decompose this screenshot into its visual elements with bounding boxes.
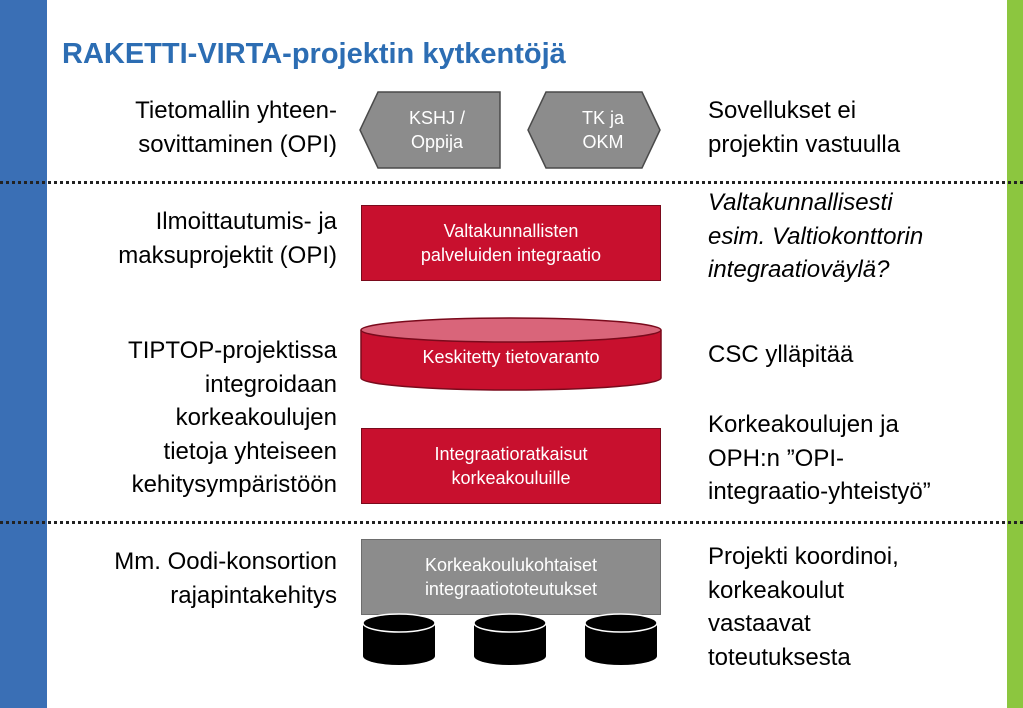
slide-title: RAKETTI-VIRTA-projektin kytkentöjä [62, 38, 566, 70]
left-accent-bar [0, 0, 47, 708]
right-accent-bar [1007, 0, 1023, 708]
row2-left-text [118, 205, 337, 272]
row2-right-line: Valtakunnallisesti [708, 189, 893, 216]
row4-right-line: vastaavat [708, 610, 811, 638]
database-icon [363, 614, 435, 665]
box-line: Valtakunnallisten [443, 220, 579, 241]
box-line: palveluiden integraatio [420, 245, 602, 265]
institution-specific-implementations-box [361, 539, 661, 615]
box-line: integraatiototeutukset [424, 579, 598, 599]
integration-solutions-box [361, 428, 661, 504]
row1-left-line: Tietomallin yhteen- [135, 97, 337, 124]
row3-left-line: TIPTOP-projektissa [128, 337, 337, 364]
row4-left-line: Mm. Oodi-konsortion [114, 548, 337, 575]
kshj-label-line: Oppija [410, 132, 463, 152]
row2-left-line: maksuprojektit (OPI) [118, 241, 337, 269]
database-icon [585, 614, 657, 665]
row2-right-line: esim. Valtiokonttorin [708, 222, 924, 250]
tk-label-line: TK ja [581, 107, 624, 128]
kshj-label-line: KSHJ / [408, 107, 465, 128]
row3-right-line: integraatio-yhteistyö” [708, 478, 931, 506]
box-line: korkeakouluille [451, 468, 571, 488]
row4-right-line: korkeakoulut [708, 576, 845, 604]
row3-left-text [128, 334, 337, 502]
row3-right-line: OPH:n ”OPI- [708, 444, 845, 472]
database-icon [474, 614, 546, 665]
database-cylinders [361, 614, 661, 666]
row3-right-bottom-text [708, 408, 931, 509]
row1-right-text [708, 94, 900, 161]
row3-left-line: integroidaan [204, 370, 337, 398]
row4-left-line: rajapintakehitys [170, 581, 337, 609]
tk-label-line: OKM [582, 132, 624, 152]
row4-left-text [114, 545, 337, 612]
row2-right-text [708, 186, 923, 287]
row1-left-line: sovittaminen (OPI) [138, 130, 337, 158]
row3-right-top-text: CSC ylläpitää [708, 341, 854, 368]
row4-right-line: toteutuksesta [708, 643, 851, 671]
row4-right-text [708, 540, 899, 674]
row3-left-line: tietoja yhteiseen [163, 437, 337, 465]
box-line: Korkeakoulukohtaiset [424, 554, 598, 575]
row1-right-line: Sovellukset ei [708, 97, 857, 124]
separator-line-2 [0, 521, 1023, 524]
row3-right-line: Korkeakoulujen ja [708, 411, 899, 438]
national-services-integration-box [361, 205, 661, 281]
row1-left-text [135, 94, 337, 161]
row4-right-line: Projekti koordinoi, [708, 543, 899, 570]
row2-right-line: integraatioväylä? [708, 256, 890, 284]
box-line: Integraatioratkaisut [434, 443, 588, 464]
row1-right-line: projektin vastuulla [708, 130, 901, 158]
row2-left-line: Ilmoittautumis- ja [155, 208, 337, 235]
row3-left-line: korkeakoulujen [175, 404, 337, 432]
tk-okm-label [546, 92, 660, 168]
row3-left-line: kehitysympäristöön [131, 471, 337, 499]
central-data-store-label: Keskitetty tietovaranto [422, 346, 600, 367]
kshj-oppija-label [376, 92, 498, 168]
